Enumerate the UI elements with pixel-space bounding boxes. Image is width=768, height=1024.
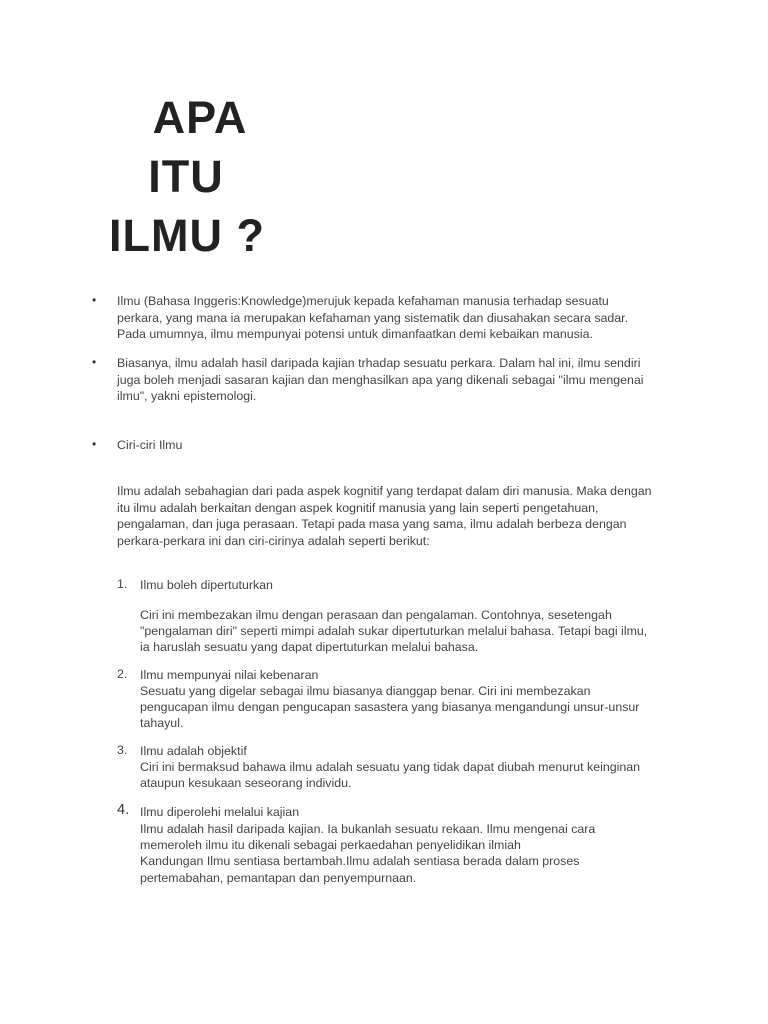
item-1-line-1: Ciri ini membezakan ilmu dengan perasaan dan pengalaman. Contohnya, sesetengah bbox=[140, 608, 612, 622]
bullet-2-line-1: Biasanya, ilmu adalah hasil daripada kajian trhadap sesuatu perkara. Dalam hal ini, ilmu sendiri bbox=[117, 356, 641, 370]
item-4-line-4: pertemabahan, pemantapan dan penyempurnaan. bbox=[140, 871, 417, 885]
item-4-line-3: Kandungan Ilmu sentiasa bertambah.Ilmu adalah sentiasa berada dalam proses bbox=[140, 854, 580, 868]
item-3-line-2: ataupun kesukaan seseorang individu. bbox=[140, 776, 352, 790]
intro-line-4: perkara-perkara ini dan ciri-cirinya adalah seperti berikut: bbox=[117, 533, 430, 548]
item-2-heading: Ilmu mempunyai nilai kebenaran bbox=[140, 668, 319, 682]
bullet-1-line-3: Pada umumnya, ilmu mempunyai potensi untuk dimanfaatkan demi kebaikan manusia. bbox=[117, 327, 593, 341]
bullet-1-line-2: perkara, yang mana ia merupakan kefahaman yang sistematik dan diusahakan secara sadar. bbox=[117, 310, 629, 325]
item-2-line-3: tahayul. bbox=[140, 716, 184, 730]
bullet-2-line-3: ilmu", yakni epistemologi. bbox=[117, 389, 257, 403]
item-1-line-3: ia haruslah sesuatu yang dapat dipertuturkan melalui bahasa. bbox=[140, 640, 479, 654]
item-4-heading: Ilmu diperolehi melalui kajian bbox=[140, 805, 300, 819]
bullet-marker: • bbox=[92, 355, 97, 369]
item-1-line-2: "pengalaman diri" seperti mimpi adalah sukar dipertuturkan melalui bahasa. Tetapi bagi ilmu, bbox=[140, 624, 648, 638]
page-title-line-3: ILMU ? bbox=[109, 210, 265, 261]
item-3-heading: Ilmu adalah objektif bbox=[140, 744, 247, 758]
bullet-3-line-1: Ciri-ciri Ilmu bbox=[117, 438, 183, 452]
bullet-2-line-2: juga boleh menjadi sasaran kajian dan menghasilkan apa yang dikenali sebagai "ilmu mengenai bbox=[117, 372, 644, 387]
item-4-line-1: Ilmu adalah hasil daripada kajian. Ia bukanlah sesuatu rekaan. Ilmu mengenai cara bbox=[140, 822, 596, 836]
intro-line-2: itu ilmu adalah berkaitan dengan aspek kognitif manusia yang lain seperti pengetahuan, bbox=[117, 500, 599, 515]
item-2-line-1: Sesuatu yang digelar sebagai ilmu biasanya dianggap benar. Ciri ini membezakan bbox=[140, 684, 591, 698]
bullet-marker: • bbox=[92, 293, 97, 307]
item-4-line-2: memeroleh ilmu itu dikenali sebagai perkaedahan penyelidikan ilmiah bbox=[140, 838, 521, 852]
list-item-number: 2. bbox=[117, 667, 128, 681]
item-1-heading: Ilmu boleh dipertuturkan bbox=[140, 578, 273, 592]
list-item-number: 3. bbox=[117, 743, 128, 757]
page-title-line-1: APA bbox=[152, 92, 248, 143]
item-3-line-1: Ciri ini bermaksud bahawa ilmu adalah sesuatu yang tidak dapat diubah menurut keinginan bbox=[140, 760, 641, 774]
page-title-line-2: ITU bbox=[148, 151, 224, 202]
item-2-line-2: pengucapan ilmu dengan pengucapan sasastera yang biasanya mengandungi unsur-unsur bbox=[140, 700, 640, 714]
list-item-number: 4. bbox=[117, 802, 130, 818]
intro-line-1: Ilmu adalah sebahagian dari pada aspek kognitif yang terdapat dalam diri manusia. Maka dengan bbox=[117, 484, 652, 498]
bullet-marker: • bbox=[92, 437, 97, 451]
list-item-number: 1. bbox=[117, 577, 128, 591]
intro-line-3: pengalaman, dan juga perasaan. Tetapi pada masa yang sama, ilmu adalah berbeza dengan bbox=[117, 517, 627, 531]
bullet-1-line-1: Ilmu (Bahasa Inggeris:Knowledge)merujuk kepada kefahaman manusia terhadap sesuatu bbox=[117, 294, 609, 308]
